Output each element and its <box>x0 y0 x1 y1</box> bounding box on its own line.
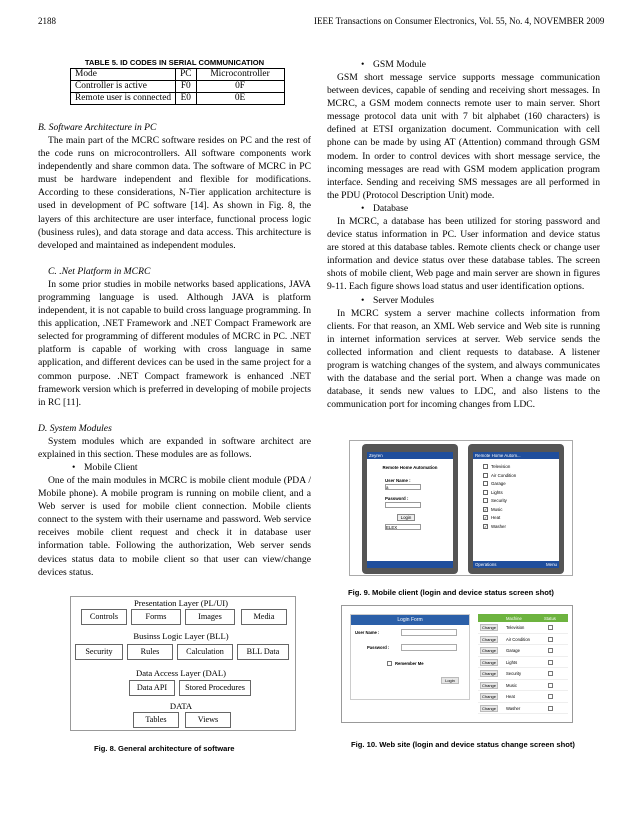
web-machine-name: Lights <box>506 659 518 665</box>
pda-device-checkbox[interactable]: ✓ <box>484 515 488 520</box>
pda-device-item[interactable] <box>483 523 559 532</box>
web-change-button[interactable]: Change <box>481 671 496 676</box>
table5-cell: E0 <box>176 93 196 105</box>
left-column <box>38 58 311 579</box>
server-text: In MCRC system a server machine collects information from clients. For that reason, an XML Web service and Web site is running in internet information services at server. Web service sends the collected information and client requests to database. A listener program is watching changes of the system, and always communicates with the database and the serial port. When a change was made on database, it sends new values to LDC, and also listens to the communication port for incoming changes from LDC. <box>327 307 600 411</box>
web-table-row <box>478 703 568 715</box>
web-status-checkbox[interactable] <box>548 694 553 699</box>
web-table-row <box>478 668 568 680</box>
table5-caption: TABLE 5. ID CODES IN SERIAL COMMUNICATION <box>84 58 265 67</box>
web-machine-name: Washer <box>506 705 521 711</box>
table5-cell: Microcontroller <box>196 69 284 81</box>
pl-title: Presentation Layer (PL/UI) <box>133 598 229 608</box>
web-change-button[interactable]: Change <box>481 682 496 688</box>
pda-login-title: Remote Home Automation <box>382 465 438 470</box>
journal-header: IEEE Transactions on Consumer Electronics, Vol. 55, No. 4, NOVEMBER 2009 <box>314 16 605 26</box>
pda-password-input[interactable] <box>385 502 421 508</box>
table5-cell: Controller is active <box>71 81 176 93</box>
web-form-title: Login Form <box>351 615 469 625</box>
web-status-checkbox[interactable] <box>548 637 553 642</box>
web-machine-name: Security <box>506 671 522 676</box>
table5-cell: PC <box>176 69 196 81</box>
table5 <box>70 68 285 105</box>
pda-device-label: Garage <box>491 481 506 486</box>
table5-cell: Mode <box>71 69 176 81</box>
web-machine-name: Television <box>506 625 525 630</box>
pda-device-label: Air Condition <box>491 472 517 478</box>
gsm-text: GSM short message service supports message communication between devices, capable of sending and receiving short messages. In MCRC, a GSM modem connects remote user to main server. Short message protocol data unit with 7 bit alphabet (160 characters) is defined at ETSI organization document. Communication with cell phone can be made by using AT (Attention) command through GSM modem. In order to control devices with short message service, the incoming messages are read with GSM modem application program interface. Sending and receiving SMS messages are all performed in the PDU (Protocol Description Unit) mode. <box>327 72 600 201</box>
pda-device-item[interactable] <box>483 463 559 472</box>
bll-security: Security <box>75 644 123 660</box>
table5-row <box>71 69 285 81</box>
web-table-row <box>478 622 568 634</box>
table5-cell: Remote user is connected <box>71 93 176 105</box>
web-col-machine: Machine <box>506 616 522 621</box>
web-change-button[interactable]: Change <box>481 625 496 630</box>
web-status-checkbox[interactable] <box>548 706 553 711</box>
pda-bottom-bar <box>473 561 559 568</box>
web-machine-name: Music <box>506 682 517 688</box>
pda-device-label: Heat <box>491 515 501 520</box>
pda-device-screen <box>468 444 564 574</box>
pda-login-button[interactable]: Login <box>397 514 415 521</box>
web-change-button[interactable]: Change <box>481 705 496 711</box>
section-b-text: The main part of the MCRC software resides on PC and the rest of the code runs on microcontrollers. All software components work independently and share common data. The software of MCRC in PC must be hardware independent and flexible for modifications. According to these considerations, N-Tier application architecture is used in development of PC software [14]. As shown in Fig. 8, the layers of this architecture are user interface, functional process logic (business rules), and data storage and data access. This architecture is developed and maintained as independent modules. <box>38 135 311 251</box>
web-username-label: User Name : <box>355 630 380 635</box>
web-login-form <box>350 614 470 700</box>
figure-8-architecture <box>70 596 296 731</box>
web-change-button[interactable]: Change <box>481 648 496 653</box>
pda-device-item[interactable] <box>483 497 559 506</box>
pda-device-checkbox[interactable]: ✓ <box>484 523 488 529</box>
web-remember-label: Remember Me <box>395 661 424 666</box>
figure-9-mobile <box>349 440 573 576</box>
pda-device-item[interactable] <box>483 480 559 489</box>
web-machine-name: Garage <box>506 648 520 653</box>
section-c-title: C. .Net Platform in MCRC <box>48 265 151 277</box>
section-d-title: D. System Modules <box>38 422 112 434</box>
figure-10-website <box>341 605 573 723</box>
pda-device-titlebar: Remote Home Autom... <box>473 452 559 459</box>
pda-device-checkbox[interactable] <box>483 490 488 495</box>
pda-device-label: Security <box>491 498 507 503</box>
table5-cell: F0 <box>176 81 196 93</box>
web-status-checkbox[interactable] <box>548 683 553 688</box>
table5-row <box>71 81 285 93</box>
pl-images: Images <box>185 609 235 625</box>
pda-device-item[interactable] <box>483 472 559 481</box>
pda-device-label: Washer <box>491 523 506 529</box>
pda-device-label: Television <box>491 464 511 469</box>
pda-device-checkbox[interactable] <box>483 473 488 478</box>
bullet-database: • Database <box>327 202 600 215</box>
bll-title: Businss Logic Layer (BLL) <box>133 631 229 641</box>
section-b-title: B. Software Architecture in PC <box>38 122 157 133</box>
database-text: In MCRC, a database has been utilized for storing password and device status information in PC. User information and device status are stored at this database tables. Remote clients check or change user information and device status over these database tables. The screen shots of mobile client, Web page and main server are shown in figures 9-11. Each figure shows load status and user identification options. <box>327 215 600 293</box>
web-device-table <box>478 614 568 714</box>
pda-device-item[interactable] <box>483 489 559 498</box>
fig10-caption: Fig. 10. Web site (login and device status change screen shot) <box>351 740 575 749</box>
pda-titlebar: Zeyren <box>367 452 453 459</box>
bll-rules: Rules <box>127 644 173 660</box>
pda-status-value: ELEX <box>385 524 421 530</box>
pda-menu-menu[interactable]: Menu <box>546 562 557 567</box>
dal-stored-procedures: Stored Procedures <box>179 680 251 696</box>
bullet-gsm: • GSM Module <box>327 58 600 71</box>
fig8-caption: Fig. 8. General architecture of software <box>94 744 235 753</box>
web-password-label: Password : <box>367 645 390 650</box>
web-change-button[interactable]: Change <box>481 636 496 642</box>
section-c-text: In some prior studies in mobile networks based applications, JAVA programming language is used. Although JAVA is platform independent, it is not capable to build cross language programming. In this application, .NET Framework and .NET Compact Framework are selected for programming of different modules of MCRC in PC. .NET platform is capable of working with cross language in same application, and different devices can be used in the same project for a common purpose. .NET Compact framework is enhanced .NET framework version which is preferred in developing of mobile projects in RC [11]. <box>38 278 311 408</box>
dal-title: Data Access Layer (DAL) <box>136 668 226 678</box>
web-table-row <box>478 657 568 669</box>
bll-calculation: Calculation <box>177 644 233 660</box>
web-col-status: Status <box>544 616 556 621</box>
pda-device-checkbox[interactable]: ✓ <box>484 506 488 512</box>
web-status-checkbox[interactable] <box>548 648 553 653</box>
web-table-row <box>478 634 568 646</box>
table5-cell: 0F <box>196 81 284 93</box>
pda-password-label: Password : <box>385 496 409 501</box>
web-change-button[interactable]: Change <box>481 659 496 665</box>
pda-device-checkbox[interactable] <box>483 498 488 503</box>
web-table-row <box>478 645 568 657</box>
pda-menu-operations[interactable]: Operations <box>475 562 497 567</box>
pda-device-item[interactable] <box>483 514 559 523</box>
pda-username-input[interactable]: a <box>385 484 421 490</box>
bullet-server: • Server Modules <box>327 294 600 307</box>
dal-data-api: Data API <box>129 680 175 696</box>
bll-data: BLL Data <box>237 644 289 660</box>
table5-row <box>71 93 285 105</box>
web-status-checkbox[interactable] <box>548 660 553 665</box>
table5-cell: 0E <box>196 93 284 105</box>
pda-username-label: User Name : <box>385 478 411 483</box>
web-machine-name: Air Condition <box>506 636 530 642</box>
data-views: Views <box>185 712 231 728</box>
web-table-row <box>478 691 568 703</box>
page-number: 2188 <box>38 16 56 26</box>
web-login-button[interactable]: Login <box>441 677 459 684</box>
section-d-text: System modules which are expanded in software architect are explained in this section. These modules are as follows. <box>38 435 311 460</box>
web-status-checkbox[interactable] <box>548 671 553 676</box>
web-password-input[interactable] <box>401 644 457 651</box>
pl-controls: Controls <box>81 609 127 625</box>
pda-device-label: Lights <box>491 489 503 495</box>
pda-device-list <box>483 463 559 531</box>
web-status-checkbox[interactable] <box>548 625 553 630</box>
pda-device-label: Music <box>491 506 503 512</box>
data-tables: Tables <box>133 712 179 728</box>
pda-device-item[interactable] <box>483 506 559 515</box>
data-title: DATA <box>169 701 193 711</box>
web-table-row <box>478 680 568 692</box>
web-machine-name: Heat <box>506 694 515 699</box>
web-change-button[interactable]: Change <box>481 694 496 699</box>
pl-media: Media <box>241 609 287 625</box>
web-remember-checkbox[interactable] <box>387 661 392 666</box>
pl-forms: Forms <box>131 609 181 625</box>
pda-device-checkbox[interactable] <box>483 481 488 486</box>
pda-device-checkbox[interactable] <box>483 464 488 469</box>
fig9-caption: Fig. 9. Mobile client (login and device status screen shot) <box>348 588 554 597</box>
bullet-mobile-client: • Mobile Client <box>38 461 311 474</box>
mobile-client-text: One of the main modules in MCRC is mobile client module (PDA / Mobile phone). A mobile program is running on mobile client, and a Web server is used for mobile client connection. Mobile clients connect to the system with their username and password. Web service receives mobile client request and check it in database user information table. Following the authorization, Web server sends devices status data to mobile client so that user can view/change devices status. <box>38 474 311 578</box>
web-username-input[interactable] <box>401 629 457 636</box>
pda-login-screen <box>362 444 458 574</box>
right-column <box>327 58 600 411</box>
